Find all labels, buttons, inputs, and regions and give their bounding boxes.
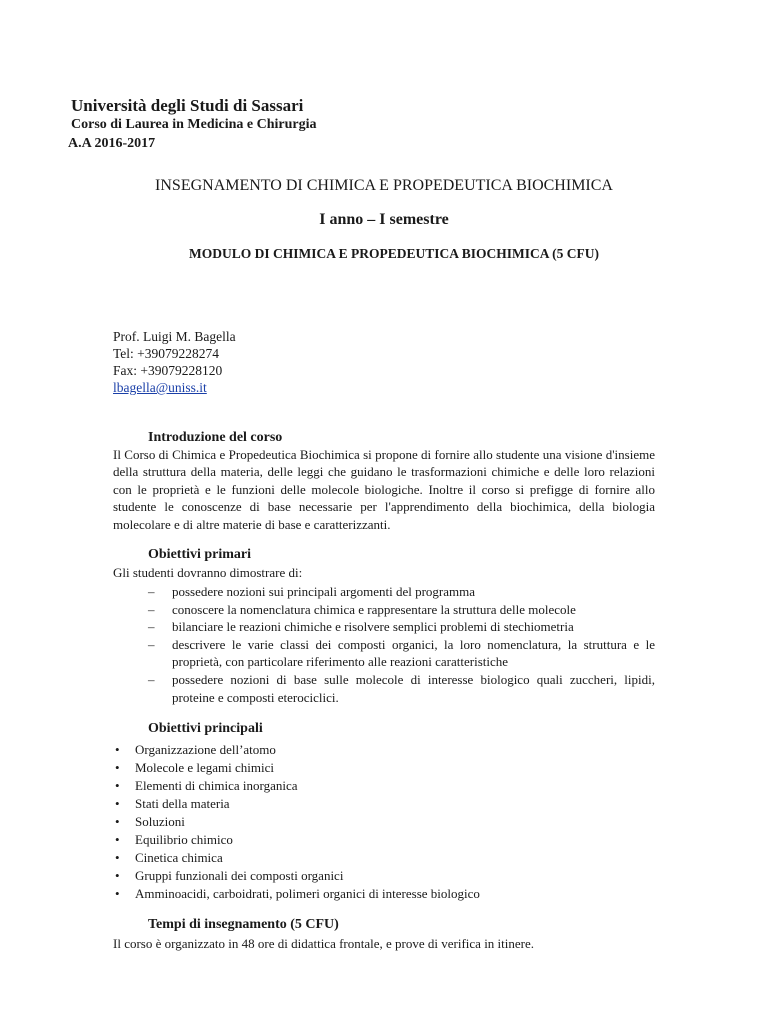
list-item: • Soluzioni <box>115 814 185 829</box>
dash-marker: – <box>148 584 155 599</box>
professor-name: Prof. Luigi M. Bagella <box>113 329 236 344</box>
list-item: – possedere nozioni di base sulle molecole di interesse biologico quali zuccheri, lipidi, proteine e composti eterociclici. <box>148 671 655 705</box>
list-item: • Cinetica chimica <box>115 850 223 865</box>
contact-block <box>113 328 236 396</box>
list-item: – descrivere le varie classi dei composti organici, la loro nomenclatura, la struttura e le proprietà, con particolare riferimento alle reazioni caratteristiche <box>148 636 655 670</box>
list-item: • Gruppi funzionali dei composti organici <box>115 868 344 883</box>
dash-marker: – <box>148 601 155 617</box>
dash-marker: – <box>148 619 155 635</box>
fax: Fax: +39079228120 <box>113 363 223 378</box>
telephone: Tel: +39079228274 <box>113 346 220 361</box>
bullet-marker: • <box>115 778 120 793</box>
bullet-marker: • <box>115 742 120 757</box>
university-name: Università degli Studi di Sassari <box>71 96 304 115</box>
dash-marker: – <box>148 636 155 652</box>
list-item: – possedere nozioni sui principali argomenti del programma <box>148 584 476 599</box>
bullet-marker: • <box>115 796 120 811</box>
list-item: • Elementi di chimica inorganica <box>115 778 298 793</box>
degree-course: Corso di Laurea in Medicina e Chirurgia <box>71 117 317 132</box>
list-item: • Amminoacidi, carboidrati, polimeri organici di interesse biologico <box>115 886 480 901</box>
primary-objectives-heading: Obiettivi primari <box>148 547 252 562</box>
introduction-text: Il Corso di Chimica e Propedeutica Biochimica si propone di fornire allo studente una visione d'insieme della struttura della materia, delle leggi che guidano le trasformazioni chimiche e delle loro relazioni con le proprietà e le funzioni delle molecole biologiche. Inoltre il corso si prefigge di fornire allo studente le conoscenze di base necessarie per l'apprendimento della biochimica, della biologia molecolare e di altre materie di base e caratterizzanti. <box>113 447 655 532</box>
bullet-marker: • <box>115 832 120 847</box>
list-item: – conoscere la nomenclatura chimica e rappresentare la struttura delle molecole <box>148 601 576 617</box>
teaching-time-heading: Tempi di insegnamento (5 CFU) <box>148 917 339 932</box>
dash-marker: – <box>148 671 155 687</box>
year-semester: I anno – I semestre <box>319 211 449 228</box>
bullet-marker: • <box>115 850 120 865</box>
course-title: INSEGNAMENTO DI CHIMICA E PROPEDEUTICA BIOCHIMICA <box>155 177 613 194</box>
list-item: • Equilibrio chimico <box>115 832 233 847</box>
bullet-marker: • <box>115 886 120 901</box>
main-objectives-list <box>113 741 480 903</box>
main-objectives-heading: Obiettivi principali <box>148 721 263 736</box>
primary-objectives-list <box>148 583 655 706</box>
email-link[interactable]: lbagella@uniss.it <box>113 380 207 395</box>
list-item: • Organizzazione dell’atomo <box>115 742 276 757</box>
list-item: – bilanciare le reazioni chimiche e risolvere semplici problemi di stechiometria <box>148 619 574 635</box>
list-item: • Stati della materia <box>115 796 230 811</box>
module-title: MODULO DI CHIMICA E PROPEDEUTICA BIOCHIMICA (5 CFU) <box>189 246 599 261</box>
list-item: • Molecole e legami chimici <box>115 760 274 775</box>
bullet-marker: • <box>115 868 120 883</box>
academic-year: A.A 2016-2017 <box>68 136 156 151</box>
bullet-marker: • <box>115 814 120 829</box>
bullet-marker: • <box>115 760 120 775</box>
introduction-heading: Introduzione del corso <box>148 430 283 445</box>
teaching-time-text: Il corso è organizzato in 48 ore di didattica frontale, e prove di verifica in itinere. <box>113 936 535 951</box>
primary-objectives-lead: Gli studenti dovranno dimostrare di: <box>113 565 303 580</box>
